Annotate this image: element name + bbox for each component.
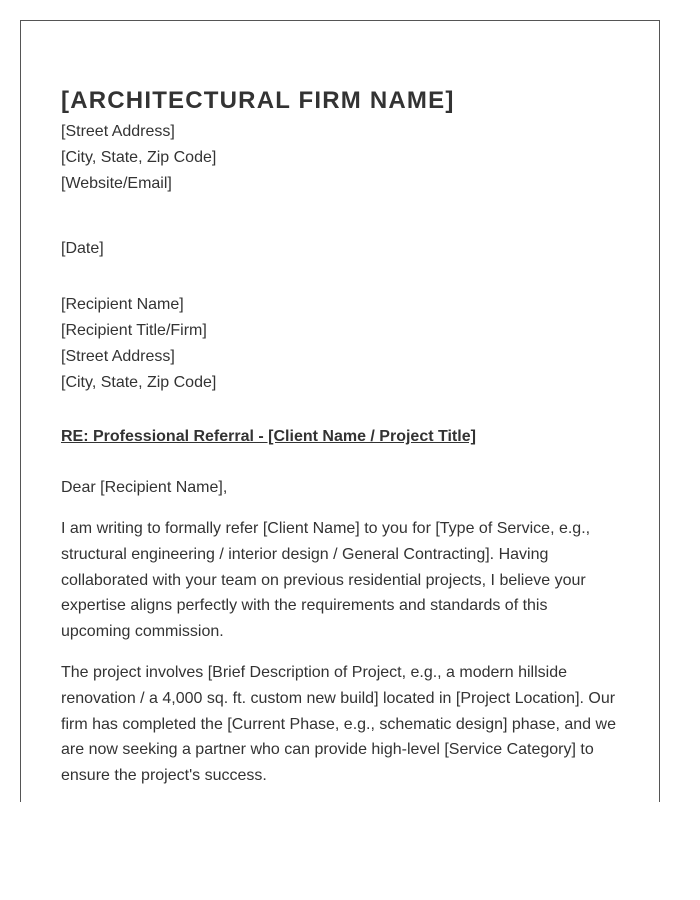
firm-name-heading: [ARCHITECTURAL FIRM NAME] [61,87,455,114]
paragraph-line: are now seeking a partner who can provide high-level [Service Category] to [61,741,594,759]
recipient-address-block [61,292,216,396]
paragraph-line: The project involves [Brief Description of Project, e.g., a modern hillside [61,664,568,681]
paragraph-line: structural engineering / interior design / General Contracting]. Having [61,545,549,563]
paragraph-line: firm has completed the [Current Phase, e.g., schematic design] phase, and we [61,715,616,733]
recipient-street: [Street Address] [61,348,175,365]
recipient-title: [Recipient Title/Firm] [61,322,207,339]
recipient-name: [Recipient Name] [61,296,184,313]
sender-address-block [61,119,216,197]
salutation: Dear [Recipient Name], [61,479,228,496]
sender-street: [Street Address] [61,123,175,140]
paragraph-line: ensure the project's success. [61,767,267,785]
body-paragraph-2 [61,660,621,789]
paragraph-line: expertise aligns perfectly with the requirements and standards of this [61,597,548,615]
subject-line: RE: Professional Referral - [Client Name / Project Title] [61,428,476,445]
paragraph-line: collaborated with your team on previous residential projects, I believe your [61,571,586,589]
letter-page [20,20,660,802]
sender-contact: [Website/Email] [61,175,172,192]
paragraph-line: I am writing to formally refer [Client Name] to you for [Type of Service, e.g., [61,520,591,537]
sender-city: [City, State, Zip Code] [61,149,217,166]
letter-date: [Date] [61,240,104,257]
body-paragraph-1 [61,516,621,645]
paragraph-line: upcoming commission. [61,623,224,641]
recipient-city: [City, State, Zip Code] [61,374,217,391]
paragraph-line: renovation / a 4,000 sq. ft. custom new build] located in [Project Location]. Our [61,689,616,707]
